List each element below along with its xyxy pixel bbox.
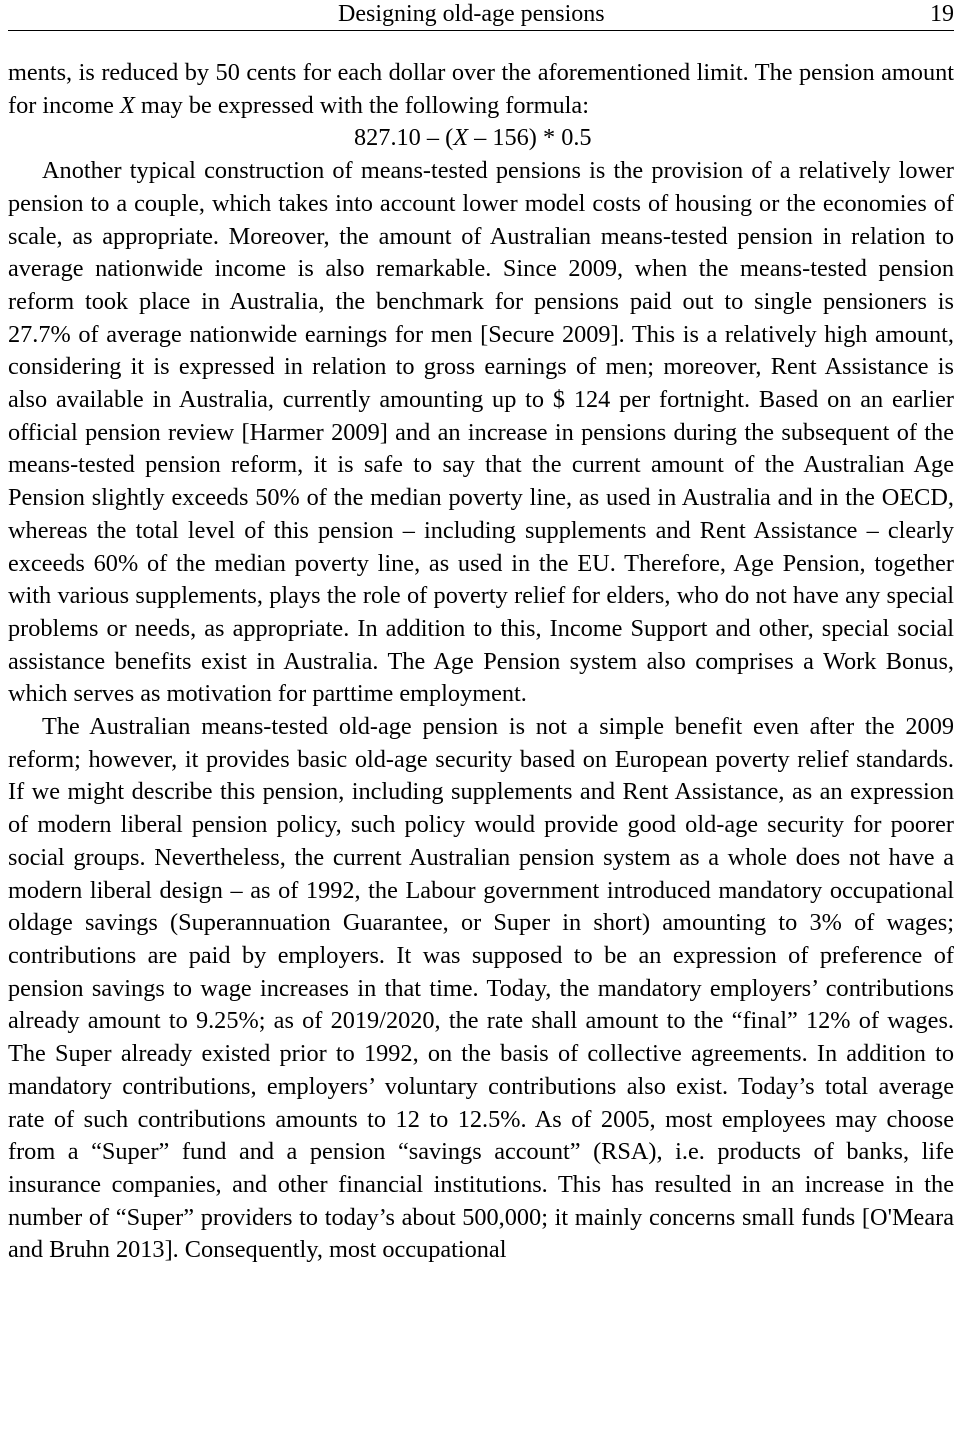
paragraph-3: The Australian means-tested old-age pension is not a simple benefit even after the 2009 reform; however, it provides basic old-age security based on European poverty relief standards. If we might describe this pension, including supplements and Rent Assistance, as an expression of modern liberal pension policy, such policy would provide good old-age security for poorer social groups. Nevertheless, the current Australian pension system as a whole does not have a modern liberal design – as of 1992, the Labour government introduced mandatory occupational oldage savings (Superannuation Guarantee, or Super in short) amounting to 3% of wages; contributions are paid by employers. It was supposed to be an expression of preference of pension savings to wage increases in that time. Today, the mandatory employers’ contributions already amount to 9.25%; as of 2019/2020, the rate shall amount to the “final” 12% of wages. The Super already existed prior to 1992, on the basis of collective agreements. In addition to mandatory contributions, employers’ voluntary contributions also exist. Today’s total average rate of such contributions amounts to 12 to 12.5%. As of 2005, most employees may choose from a “Super” fund and a pension “savings account” (RSA), i.e. products of banks, life insurance companies, and other financial institutions. This has resulted in an increase in the number of “Super” providers to today’s about 500,000; it mainly concerns small funds [O'Meara and Bruhn 2013]. Consequently, most occupational (8, 713, 954, 1264)
paragraph-1-text-b: may be expressed with the following formula: (134, 91, 589, 119)
variable-x: X (120, 91, 135, 119)
formula-variable-x: X (453, 124, 469, 152)
body-text (8, 57, 954, 1267)
document-page (8, 0, 954, 1267)
formula-part-b: – 156) * 0.5 (468, 124, 592, 152)
paragraph-1 (8, 57, 954, 122)
page-number: 19 (930, 1, 954, 27)
formula-part-a: 827.10 – ( (354, 124, 454, 152)
running-title: Designing old-age pensions (338, 1, 605, 27)
pension-formula (8, 122, 954, 155)
paragraph-2: Another typical construction of means-tested pensions is the provision of a relatively lower pension to a couple, which takes into account lower model costs of housing or the economies of scale, as appropriate. Moreover, the amount of Australian means-tested pension in relation to average nationwide income is also remarkable. Since 2009, when the means-tested pension reform took place in Australia, the benchmark for pensions paid out to single pensioners is 27.7% of average nationwide earnings for men [Secure 2009]. This is a relatively high amount, considering it is expressed in relation to gross earnings of men; moreover, Rent Assistance is also available in Australia, currently amounting up to $ 124 per fortnight. Based on an earlier official pension review [Harmer 2009] and an increase in pensions during the subsequent of the means-tested pension reform, it is safe to say that the current amount of the Australian Age Pension slightly exceeds 50% of the median poverty line, as used in Australia and in the OECD, whereas the total level of this pension – including supplements and Rent Assistance – clearly exceeds 60% of the median poverty line, as used in the EU. Therefore, Age Pension, together with various supplements, plays the role of poverty relief for elders, who do not have any special problems or needs, as appropriate. In addition to this, Income Support and other, special social assistance benefits exist in Australia. The Age Pension system also comprises a Work Bonus, which serves as motivation for parttime employment. (8, 157, 954, 708)
paragraph-1-text-a: ments, is reduced by 50 cents for each dollar over the aforementioned limit. The pension amount for income (8, 59, 954, 119)
running-header (8, 0, 954, 31)
